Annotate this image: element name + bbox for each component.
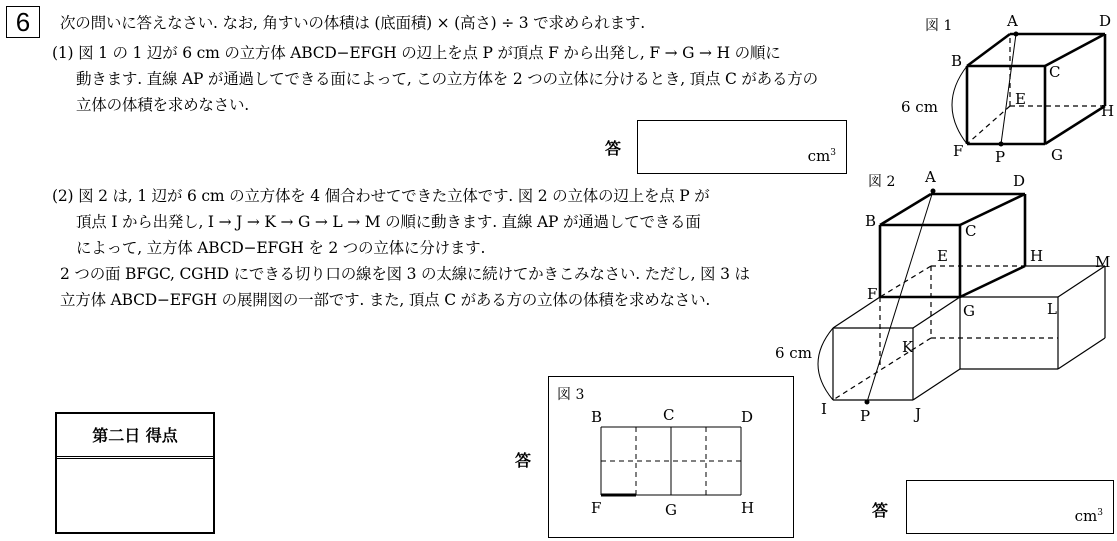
part2-answer-label: 答	[872, 501, 889, 520]
figure3-answer-label: 答	[515, 451, 532, 470]
part1-line-2: 動きます. 直線 AP が通過してできる面によって, この立方体を 2 つの立体に分けるとき, 頂点 C がある方の	[76, 70, 818, 88]
figure1-title: 図 1	[925, 18, 953, 34]
figure2-label-B: B	[865, 212, 877, 230]
figure3-label-F: F	[591, 499, 602, 517]
figure1-label-B: B	[951, 52, 963, 70]
part2-line-3: によって, 立方体 ABCD−EFGH を 2 つの立体に分けます.	[76, 239, 486, 257]
figure2-label-L: L	[1047, 300, 1057, 318]
part2-answer-box[interactable]	[906, 480, 1114, 534]
figure2-label-F: F	[867, 285, 878, 303]
part1-line-1: (1) 図 1 の 1 辺が 6 cm の立方体 ABCD−EFGH の辺上を点 P が頂点 F から出発し, F → G → H の順に	[52, 44, 781, 62]
figure3-label-C: C	[663, 406, 675, 424]
figure2-label-G: G	[963, 302, 975, 320]
figure1-label-G: G	[1051, 146, 1063, 164]
figure2-label-P: P	[860, 407, 871, 425]
figure2-label-E: E	[937, 247, 948, 265]
figure3-title: 図 3	[557, 387, 585, 403]
figure2-label-H: H	[1030, 247, 1044, 265]
figure1-label-F: F	[953, 142, 964, 160]
figure2-label-I: I	[821, 400, 827, 418]
figure2-label-C: C	[965, 222, 977, 240]
figure2-title: 図 2	[868, 174, 896, 190]
part2-unit: $cm^3$	[1074, 507, 1103, 525]
figure2-label-K: K	[902, 338, 914, 356]
intro-text: 次の問いに答えなさい. なお, 角すいの体積は (底面積) × (高さ) ÷ 3 で求められます.	[60, 14, 645, 32]
figure3-box[interactable]	[548, 376, 794, 538]
score-box[interactable]	[55, 412, 215, 534]
figure1-label-P: P	[995, 148, 1006, 166]
question-number: 6	[6, 6, 40, 38]
figure3-label-H: H	[741, 499, 755, 517]
figure1-label-E: E	[1015, 90, 1026, 108]
figure3-label-D: D	[741, 408, 754, 426]
figure1-label-D: D	[1099, 12, 1112, 30]
part1-unit: $cm^3$	[807, 147, 836, 165]
part2-line-2: 頂点 I から出発し, I → J → K → G → L → M の順に動きます. 直線 AP が通過してできる面	[76, 213, 701, 231]
figure2-solid	[765, 164, 1117, 426]
figure2-label-J: J	[915, 405, 922, 423]
figure2-label-A: A	[925, 168, 936, 186]
part1-line-3: 立体の体積を求めなさい.	[76, 96, 250, 114]
figure3-label-G: G	[665, 501, 677, 519]
figure2-label-D: D	[1013, 172, 1026, 190]
figure1-label-H: H	[1101, 102, 1115, 120]
figure1-label-A: A	[1007, 12, 1018, 30]
figure3-net	[549, 377, 793, 537]
score-box-title: 第二日 得点	[57, 414, 213, 459]
figure1-cube	[895, 4, 1117, 169]
part2-line-1: (2) 図 2 は, 1 辺が 6 cm の立方体を 4 個合わせてできた立体です. 図 2 の立体の辺上を点 P が	[52, 187, 710, 205]
figure3-label-B: B	[591, 408, 603, 426]
part2-line-5: 立方体 ABCD−EFGH の展開図の一部です. また, 頂点 C がある方の立体の体積を求めなさい.	[60, 291, 711, 309]
figure1-edge-label: 6 cm	[901, 98, 938, 116]
part2-line-4: 2 つの面 BFGC, CGHD にできる切り口の線を図 3 の太線に続けてかきこみなさい. ただし, 図 3 は	[60, 265, 750, 283]
figure1-label-C: C	[1049, 63, 1061, 81]
figure2-label-M: M	[1095, 253, 1111, 271]
part1-answer-label: 答	[605, 139, 622, 158]
figure2-edge-label: 6 cm	[775, 344, 812, 362]
